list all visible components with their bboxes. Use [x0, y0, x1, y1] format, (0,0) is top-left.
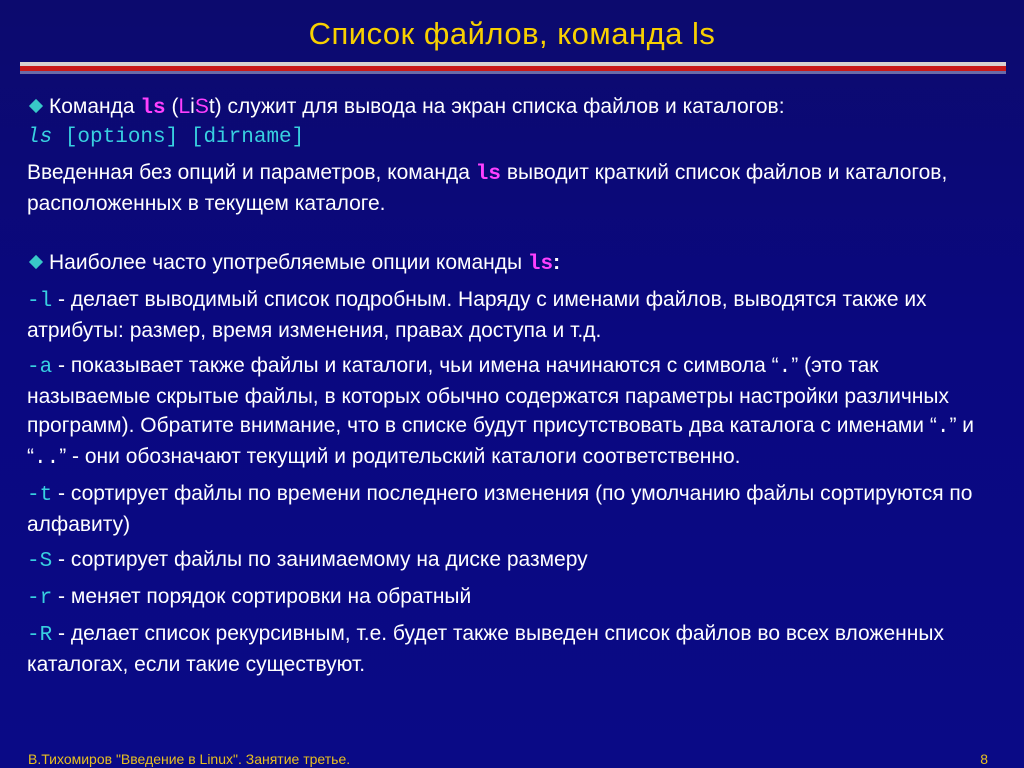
ls-description: Введенная без опций и параметров, команда ls выводит краткий список файлов и каталогов, расположенных в текущем каталоге. [27, 161, 948, 215]
slide-title: Список файлов, команда ls [308, 16, 716, 51]
title-divider [20, 62, 1006, 76]
page-number: 8 [980, 751, 988, 767]
syntax-line: ls [options] [dirname] [27, 126, 305, 149]
option-R: -R - делает список рекурсивным, т.е. будет также выведен список файлов во всех вложенных каталогах, если такие существуют. [27, 622, 944, 676]
command-ls: ls [475, 163, 502, 186]
slide-body [27, 92, 997, 679]
option-l: -l - делает выводимый список подробным. Наряду с именами файлов, выводятся также их атрибуты: размер, время изменения, правах доступа и т.д. [27, 288, 927, 342]
option-a: -a - показывает также файлы и каталоги, чьи имена начинаются с символа “.” (это так называемые скрытые файлы, в которых обычно содержатся параметры настройки различных программ). Обратите внимание, что в списке будут присутствовать два каталога с именами “.” и “..” - они обозначают текущий и родительский каталоги соответственно. [27, 354, 975, 470]
bullet-options-intro: Наиболее часто употребляемые опции команды ls: [27, 248, 997, 279]
bullet-ls-intro: Команда ls (LiSt) служит для вывода на экран списка файлов и каталогов: [27, 92, 997, 123]
command-ls: ls [140, 97, 166, 120]
option-S: -S - сортирует файлы по занимаемому на диске размеру [27, 548, 588, 573]
footer-author: В.Тихомиров "Введение в Linux". Занятие третье. [28, 751, 351, 767]
option-r: -r - меняет порядок сортировки на обратный [27, 585, 472, 610]
option-t: -t - сортирует файлы по времени последнего изменения (по умолчанию файлы сортируются по алфавиту) [27, 482, 973, 536]
diamond-bullet-icon [29, 99, 43, 113]
diamond-bullet-icon [29, 255, 43, 269]
command-ls: ls [527, 253, 554, 276]
